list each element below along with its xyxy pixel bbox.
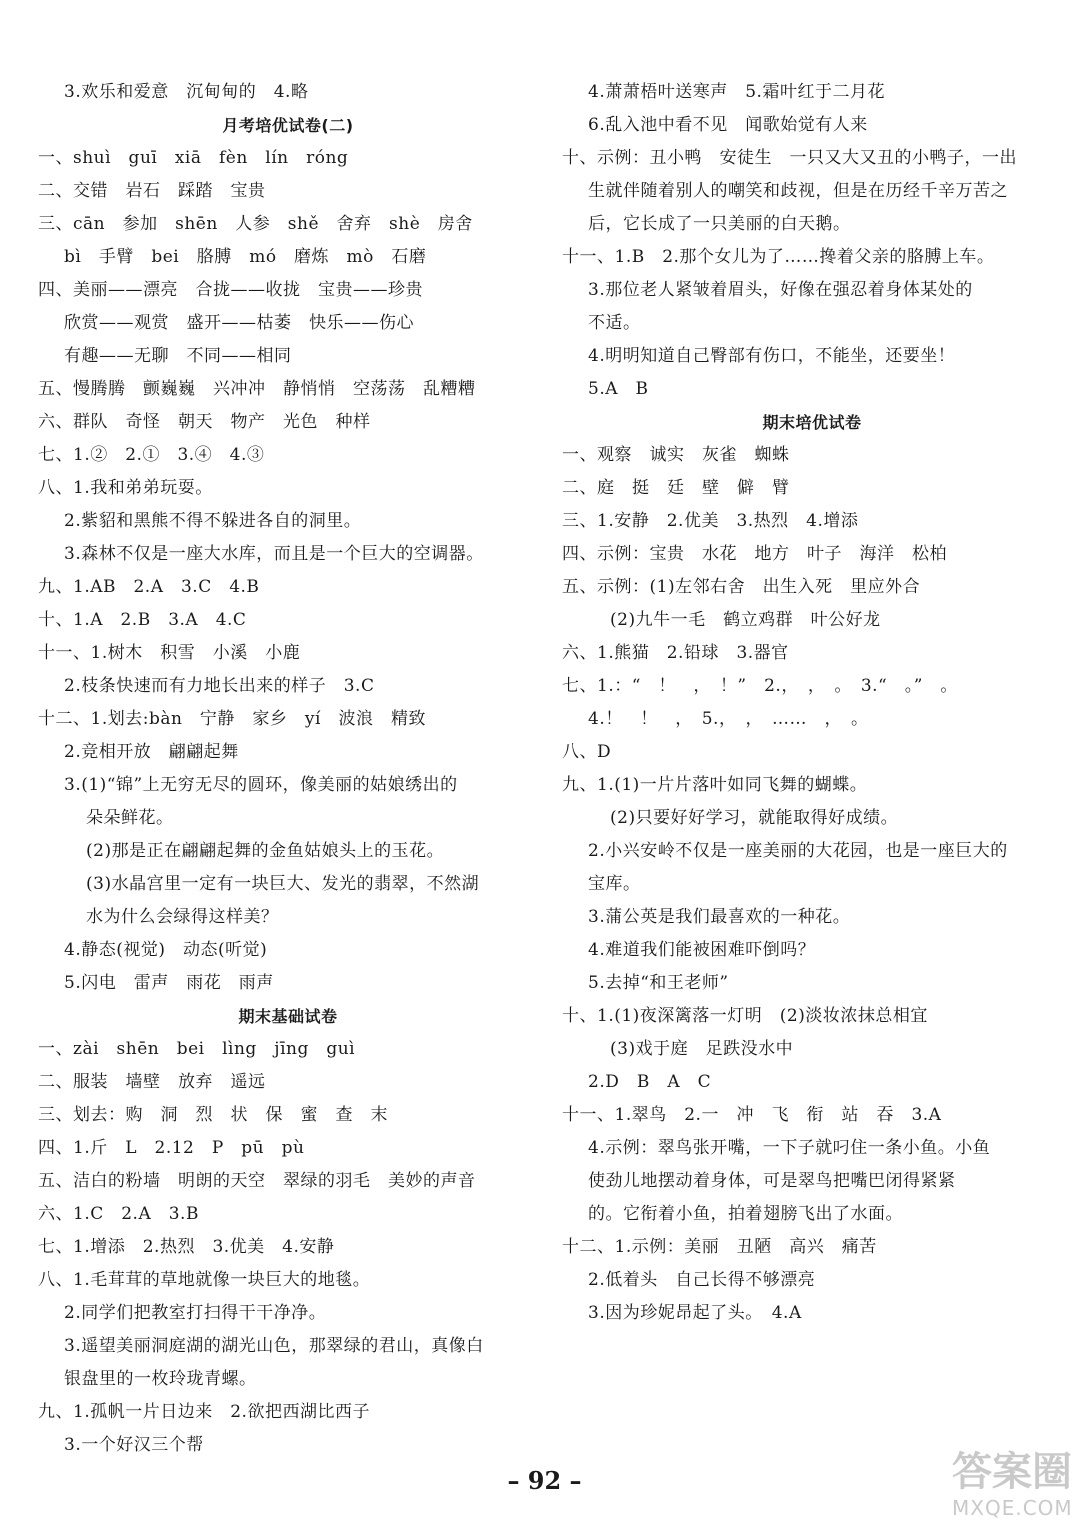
answer-line: 五、慢腾腾 颤巍巍 兴冲冲 静悄悄 空荡荡 乱糟糟 [38,379,476,399]
answer-line: 4.示例：翠鸟张开嘴，一下子就叼住一条小鱼。小鱼 [588,1138,991,1158]
answer-line: 二、服装 墙壁 放弃 遥远 [38,1072,266,1092]
answer-line: 八、1.我和弟弟玩耍。 [38,478,213,498]
answer-line: 4.静态(视觉) 动态(听觉) [64,940,268,960]
answer-line: 2.低着头 自己长得不够漂亮 [588,1270,816,1290]
answer-line: 5.闪电 雷声 雨花 雨声 [64,973,274,993]
section-heading: 期末培优试卷 [762,413,862,432]
answer-line: 3.那位老人紧皱着眉头，好像在强忍着身体某处的 [588,280,973,300]
answer-line: 2.紫貂和黑熊不得不躲进各自的洞里。 [64,511,362,531]
watermark-main: 答案圈 [952,1449,1072,1495]
answer-line: 八、1.毛茸茸的草地就像一块巨大的地毯。 [38,1270,371,1290]
answer-line: (2)只要好好学习，就能取得好成绩。 [610,808,899,828]
answer-line: 十、1.A 2.B 3.A 4.C [38,610,247,630]
answer-line: 宝库。 [588,874,641,894]
answer-line: 七、1.：“ ！ ， ！” 2.， ， 。 3.“ 。” 。 [562,676,958,696]
answer-line: 欣赏——观赏 盛开——枯萎 快乐——伤心 [64,313,414,333]
section-heading: 月考培优试卷(二) [222,116,354,135]
answer-line: 有趣——无聊 不同——相同 [64,346,292,366]
answer-line: 2.同学们把教室打扫得干干净净。 [64,1303,327,1323]
answer-line: 十、1.(1)夜深篱落一灯明 (2)淡妆浓抹总相宜 [562,1006,928,1026]
answer-line: 七、1.② 2.① 3.④ 4.③ [38,445,265,465]
answer-line: 二、庭 挺 廷 壁 僻 臂 [562,478,790,498]
answer-line: 七、1.增添 2.热烈 3.优美 4.安静 [38,1237,335,1257]
answer-line: 4.！ ！ ， 5.， ， …… ， 。 [588,709,869,729]
answer-line: 5.A B [588,379,649,399]
answer-line: 使劲儿地摆动着身体，可是翠鸟把嘴巴闭得紧紧 [588,1171,956,1191]
answer-line: (2)那是正在翩翩起舞的金鱼姑娘头上的玉花。 [86,841,445,861]
answer-line: 2.枝条快速而有力地长出来的样子 3.C [64,676,375,696]
watermark-sub: MXQE.COM [952,1496,1073,1520]
answer-line: 不适。 [588,313,641,333]
answer-line: 3.欢乐和爱意 沉甸甸的 4.略 [64,82,309,102]
answer-line: 十、示例：丑小鸭 安徒生 一只又大又丑的小鸭子，一出 [562,148,1017,168]
watermark-logo [952,1448,1080,1526]
answer-line: 3.因为珍妮昂起了头。 4.A [588,1303,802,1323]
answer-line: 三、划去：购 洞 烈 状 保 蜜 查 末 [38,1105,388,1125]
answer-line: 六、1.C 2.A 3.B [38,1204,199,1224]
answer-line: 五、示例：(1)左邻右舍 出生入死 里应外合 [562,577,921,597]
answer-line: 十二、1.示例：美丽 丑陋 高兴 痛苦 [562,1237,877,1257]
answer-line: 十一、1.树木 积雪 小溪 小鹿 [38,643,301,663]
answer-line: 六、1.熊猫 2.铅球 3.器官 [562,643,789,663]
answer-line: 十二、1.划去:bàn 宁静 家乡 yí 波浪 精致 [38,709,426,729]
answer-line: (3)戏于庭 足跌没水中 [610,1039,794,1059]
answer-line: 四、美丽——漂亮 合拢——收拢 宝贵——珍贵 [38,280,423,300]
answer-line: 二、交错 岩石 踩踏 宝贵 [38,181,266,201]
answer-line: 六、群队 奇怪 朝天 物产 光色 种样 [38,412,371,432]
answer-line: 三、1.安静 2.优美 3.热烈 4.增添 [562,511,859,531]
answer-line: 生就伴随着别人的嘲笑和歧视，但是在历经千辛万苦之 [588,181,1008,201]
answer-line: bì 手臂 bei 胳膊 mó 磨炼 mò 石磨 [64,247,427,267]
right-column [562,76,1062,1330]
answer-line: 3.(1)“锦”上无穷无尽的圆环，像美丽的姑娘绣出的 [64,775,458,795]
answer-line: 四、示例：宝贵 水花 地方 叶子 海洋 松柏 [562,544,947,564]
answer-line: 九、1.AB 2.A 3.C 4.B [38,577,260,597]
answer-line: 4.难道我们能被困难吓倒吗？ [588,940,816,960]
answer-line: 4.明明知道自己臀部有伤口，不能坐，还要坐！ [588,346,956,366]
answer-line: 3.遥望美丽洞庭湖的湖光山色，那翠绿的君山，真像白 [64,1336,484,1356]
answer-line: 三、cān 参加 shēn 人参 shě 舍弃 shè 房舍 [38,214,473,234]
answer-line: (2)九牛一毛 鹤立鸡群 叶公好龙 [610,610,881,630]
answer-line: 银盘里的一枚玲珑青螺。 [64,1369,257,1389]
answer-line: 3.森林不仅是一座大水库，而且是一个巨大的空调器。 [64,544,484,564]
answer-line: 3.蒲公英是我们最喜欢的一种花。 [588,907,851,927]
answer-line: 四、1.斤 L 2.12 P pū pù [38,1138,305,1158]
answer-line: 水为什么会绿得这样美？ [86,907,279,927]
answer-line: 后，它长成了一只美丽的白天鹅。 [588,214,851,234]
section-heading: 期末基础试卷 [238,1007,338,1026]
answer-line: 5.去掉“和王老师” [588,973,729,993]
page-number: – 92 – [507,1466,582,1495]
answer-line: 朵朵鲜花。 [86,808,174,828]
answer-line: 九、1.(1)一片片落叶如同飞舞的蝴蝶。 [562,775,868,795]
left-column [38,76,538,1462]
answer-line: 五、洁白的粉墙 明朗的天空 翠绿的羽毛 美妙的声音 [38,1171,476,1191]
answer-line: 一、观察 诚实 灰雀 蜘蛛 [562,445,790,465]
answer-line: 的。它衔着小鱼，拍着翅膀飞出了水面。 [588,1204,903,1224]
answer-line: 2.小兴安岭不仅是一座美丽的大花园，也是一座巨大的 [588,841,1008,861]
answer-line: 3.一个好汉三个帮 [64,1435,204,1455]
answer-line: 一、shuì guī xiā fèn lín róng [38,148,349,168]
answer-line: 2.D B A C [588,1072,712,1092]
answer-line: 十一、1.B 2.那个女儿为了……搀着父亲的胳膊上车。 [562,247,995,267]
answer-line: (3)水晶宫里一定有一块巨大、发光的翡翠，不然湖 [86,874,480,894]
answer-line: 6.乱入池中看不见 闻歌始觉有人来 [588,115,868,135]
answer-line: 九、1.孤帆一片日边来 2.欲把西湖比西子 [38,1402,370,1422]
answer-line: 十一、1.翠鸟 2.一 冲 飞 衔 站 吞 3.A [562,1105,942,1125]
answer-line: 一、zài shēn bei lìng jīng guì [38,1039,356,1059]
answer-line: 4.萧萧梧叶送寒声 5.霜叶红于二月花 [588,82,885,102]
answer-line: 2.竞相开放 翩翩起舞 [64,742,239,762]
answer-line: 八、D [562,742,612,762]
